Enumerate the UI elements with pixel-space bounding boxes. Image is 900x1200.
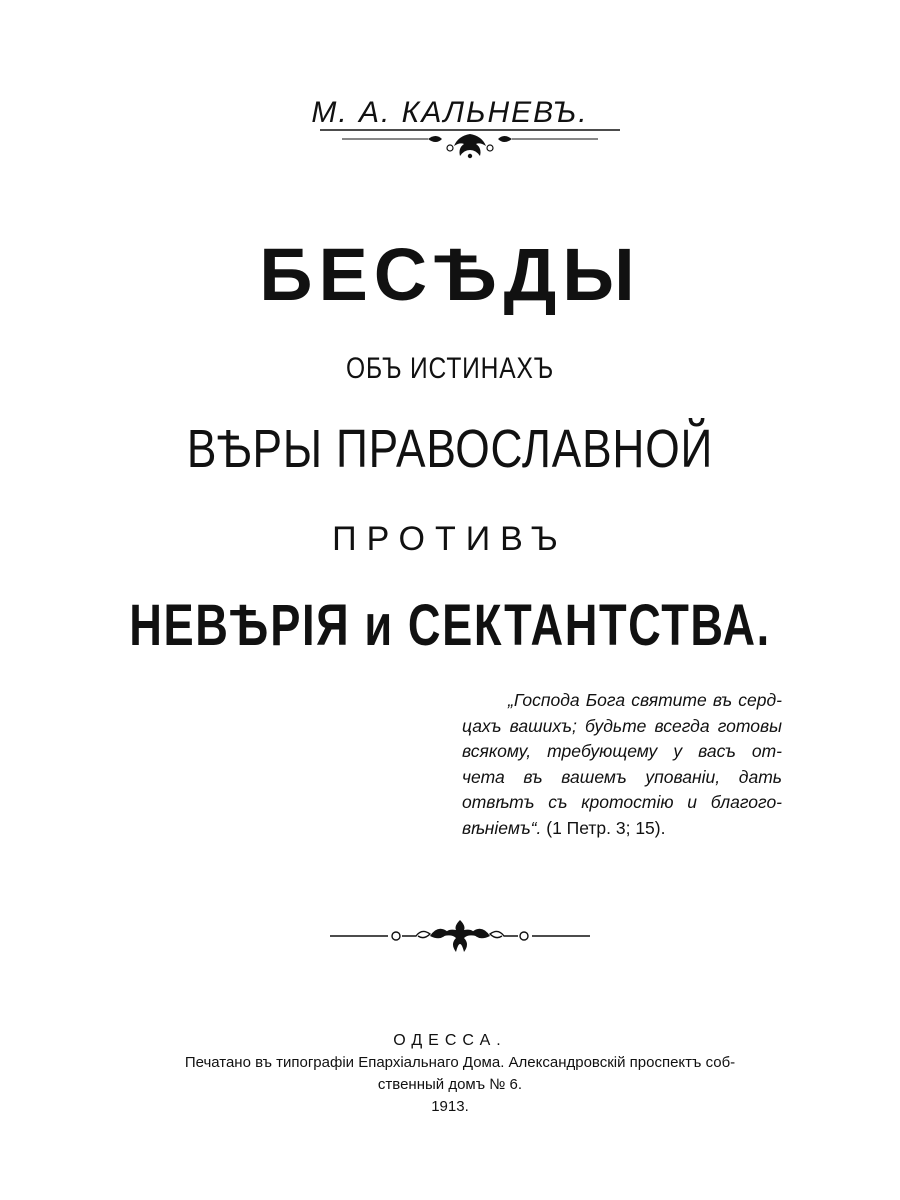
- subtitle-line-2: ВѢРЫ ПРАВОСЛАВНОЙ: [186, 419, 714, 479]
- epigraph-line: чета въ вашемъ упованіи, дать: [462, 766, 782, 787]
- book-title: БЕСѢДЫ: [259, 233, 641, 316]
- epigraph-line-end: вѣніемъ“.: [462, 817, 542, 838]
- subtitle-line-3: ПРОТИВЪ: [332, 520, 568, 558]
- imprint: [0, 1030, 900, 1118]
- epigraph-reference: (1 Петр. 3; 15).: [541, 817, 666, 838]
- epigraph-line: цахъ вашихъ; будьте всегда готовы: [462, 715, 782, 736]
- epigraph-last-line: [462, 816, 782, 842]
- epigraph-line: всякому, требующему у васъ от-: [462, 741, 782, 761]
- epigraph-line: отвѣтъ съ кротостію и благого-: [462, 792, 782, 812]
- flourish-ornament-top: [320, 126, 620, 162]
- imprint-printer: Печатано въ типографіи Епархіальнаго Дома. Александровскій проспектъ соб-: [184, 1054, 736, 1071]
- imprint-year: 1913.: [431, 1098, 469, 1115]
- epigraph: [462, 688, 782, 841]
- flourish-ornament-middle: [330, 918, 590, 954]
- imprint-city: ОДЕССА.: [393, 1032, 507, 1049]
- author-name: М. А. КАЛЬНЕВЪ.: [311, 96, 589, 129]
- subtitle-line-4: НЕВѢРІЯ и СЕКТАНТСТВА.: [129, 593, 771, 658]
- subtitle-line-1: ОБЪ ИСТИНАХЪ: [346, 352, 554, 385]
- epigraph-line: „Господа Бога святите въ серд-: [508, 690, 782, 710]
- imprint-address: ственный домъ № 6.: [377, 1076, 523, 1093]
